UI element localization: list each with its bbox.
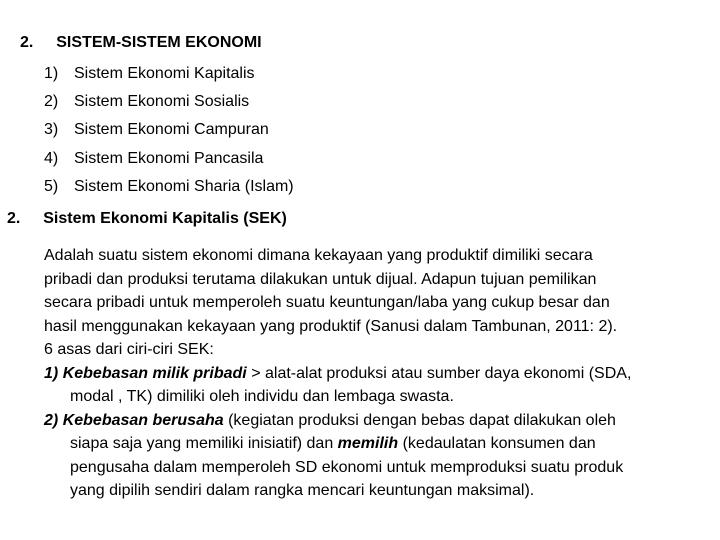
section2-number: 2. bbox=[7, 210, 21, 227]
list-item: 2) Sistem Ekonomi Sosialis bbox=[44, 93, 250, 110]
asas2-term2: memilih bbox=[337, 435, 399, 452]
section2-heading bbox=[7, 210, 287, 228]
section1-number: 2. bbox=[20, 34, 34, 51]
asas-item-1: 1) Kebebasan milik pribadi > alat-alat produksi atau sumber daya ekonomi (SDA, bbox=[44, 364, 632, 382]
section2-title: Sistem Ekonomi Kapitalis (SEK) bbox=[43, 210, 287, 227]
section1-title: SISTEM-SISTEM EKONOMI bbox=[56, 34, 262, 51]
asas1-term: Kebebasan milik pribadi bbox=[62, 364, 247, 382]
asas2-term: Kebebasan berusaha bbox=[62, 411, 224, 429]
asas-item-2: 2) Kebebasan berusaha (kegiatan produksi dengan bebas dapat dilakukan oleh bbox=[44, 411, 616, 429]
section1-heading bbox=[20, 34, 262, 52]
section2-paragraph: Adalah suatu sistem ekonomi dimana kekayaan yang produktif dimiliki secara pribadi dan produksi terutama dilakukan untuk dijual. Adapun tujuan pemilikan secara pribadi untuk memperoleh suatu keuntungan/laba yang cukup besar dan hasil menggunakan kekayaan yang produktif (Sanusi dalam Tambunan, 2011: 2). 6 asas dari ciri-ciri SEK: 1) Kebebasan milik pribadi > alat-alat produksi atau sumber daya ekonomi (SDA, modal , TK) dimiliki oleh individu dan lembaga swasta. 2) Kebebasan berusaha (kegiatan produksi dengan bebas dapat dilakukan oleh siapa saja yang memiliki inisiatif) dan memilih (kedaulatan konsumen dan pengusaha dalam memperoleh SD ekonomi untuk memproduksi suatu produk yang dipilih sendiri dalam rangka mencari keuntungan maksimal). bbox=[44, 247, 632, 499]
asas-intro: 6 asas dari ciri-ciri SEK: bbox=[44, 341, 214, 358]
list-item: 1) Sistem Ekonomi Kapitalis bbox=[44, 65, 255, 82]
list-item: 3) Sistem Ekonomi Campuran bbox=[44, 121, 269, 138]
list-item: 4) Sistem Ekonomi Pancasila bbox=[44, 150, 264, 167]
list-item: 5) Sistem Ekonomi Sharia (Islam) bbox=[44, 178, 294, 195]
